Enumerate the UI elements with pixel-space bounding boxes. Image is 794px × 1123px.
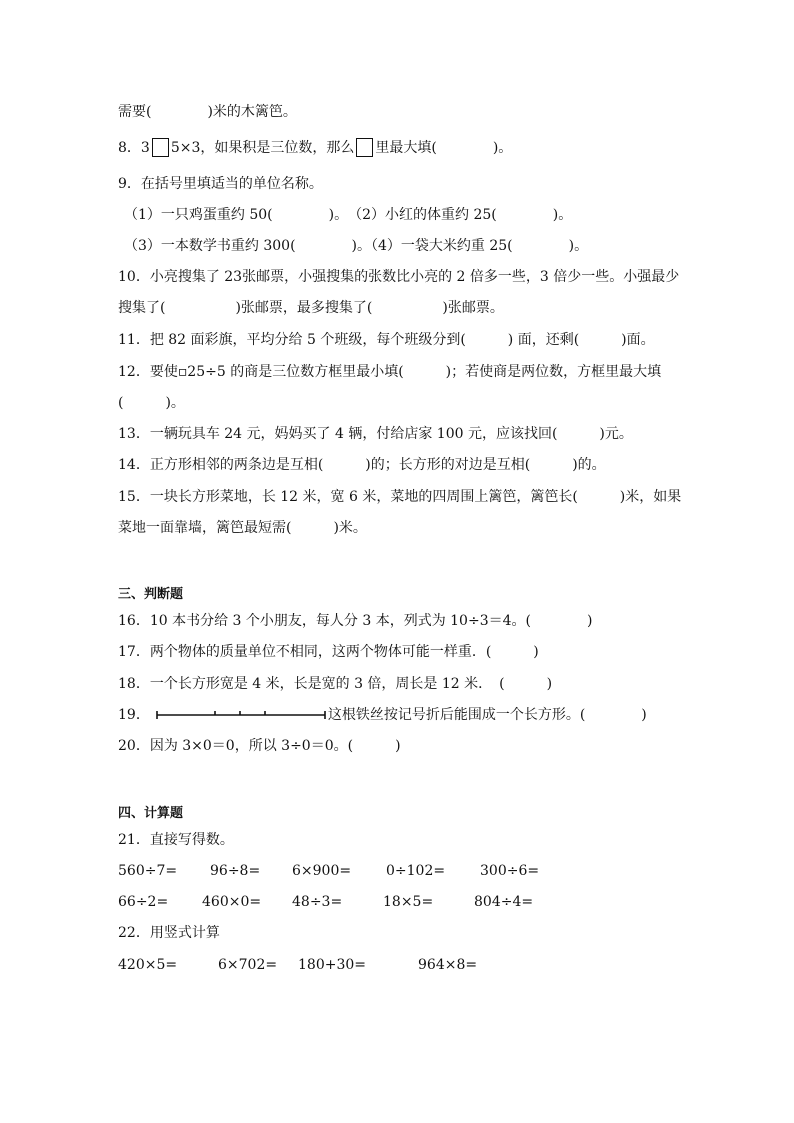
question-13: 13．一辆玩具车 24 元，妈妈买了 4 辆，付给店家 100 元，应该找回( )元。	[118, 426, 633, 442]
question-21: 21．直接写得数。	[118, 832, 234, 848]
question-10: 10．小亮搜集了 23张邮票，小强搜集的张数比小亮的 2 倍多一些，3 倍少一些。小强最少	[118, 269, 680, 285]
answer-box[interactable]	[152, 138, 169, 157]
calc-item: 6×702=	[218, 957, 278, 973]
question-11: 11．把 82 面彩旗，平均分给 5 个班级，每个班级分到( ) 面，还剩( )面。	[118, 332, 655, 348]
calc-item: 460×0=	[202, 894, 262, 910]
q19-text: 这根铁丝按记号折后能围成一个长方形。( )	[327, 707, 647, 723]
question-15-cont: 菜地一面靠墙，篱笆最短需( )米。	[118, 520, 367, 536]
question-16: 16．10 本书分给 3 个小朋友，每人分 3 本，列式为 10÷3＝4。( )	[118, 613, 593, 629]
q9-items-a: （1）一只鸡蛋重约 50( )。 （2）小红的体重约 25( )。	[124, 207, 573, 223]
question-20: 20．因为 3×0＝0，所以 3÷0＝0。( )	[118, 738, 401, 754]
calc-item: 804÷4=	[474, 894, 534, 910]
question-15: 15．一块长方形菜地，长 12 米，宽 6 米，菜地的四周围上篱笆，篱笆长( )米，如果	[118, 489, 682, 505]
question-19	[118, 705, 647, 725]
q7-tail: 需要( )米的木篱笆。	[118, 104, 297, 120]
q19-number: 19．	[118, 707, 150, 723]
question-17: 17．两个物体的质量单位不相同，这两个物体可能一样重．( )	[118, 644, 539, 660]
calc-item: 0÷102=	[386, 863, 446, 879]
question-22: 22．用竖式计算	[118, 925, 220, 941]
calc-item: 96÷8=	[210, 863, 261, 879]
answer-box[interactable]	[356, 138, 373, 157]
section-heading-calculation: 四、计算题	[118, 806, 184, 821]
q8-suffix: 里最大填( )。	[375, 140, 513, 156]
question-9: 9．在括号里填适当的单位名称。	[118, 176, 323, 192]
calc-item: 6×900=	[292, 863, 352, 879]
wire-diagram	[156, 709, 326, 721]
question-14: 14．正方形相邻的两条边是互相( )的；长方形的对边是互相( )的。	[118, 457, 606, 473]
calc-item: 66÷2=	[118, 894, 169, 910]
question-12: 12．要使▫25÷5 的商是三位数方框里最小填( )；若使商是两位数，方框里最大填	[118, 364, 662, 380]
calc-item: 48÷3=	[292, 894, 343, 910]
calc-item: 420×5=	[118, 957, 178, 973]
q8-prefix: 8．3	[118, 140, 150, 156]
section-heading-judgement: 三、判断题	[118, 587, 184, 602]
question-8	[118, 138, 512, 158]
question-12-cont: ( )。	[118, 395, 185, 411]
calc-item: 300÷6=	[480, 863, 540, 879]
question-10-cont: 搜集了( )张邮票，最多搜集了( )张邮票。	[118, 300, 504, 316]
q9-items-b: （3）一本数学书重约 300( )。（4）一袋大米约重 25( )。	[124, 238, 589, 254]
q8-middle: 5×3，如果积是三位数，那么	[170, 140, 355, 156]
question-18: 18．一个长方形宽是 4 米，长是宽的 3 倍，周长是 12 米． ( )	[118, 676, 553, 692]
calc-item: 18×5=	[383, 894, 434, 910]
calc-item: 560÷7=	[118, 863, 178, 879]
calc-item: 964×8=	[418, 957, 478, 973]
calc-item: 180+30=	[298, 957, 366, 973]
